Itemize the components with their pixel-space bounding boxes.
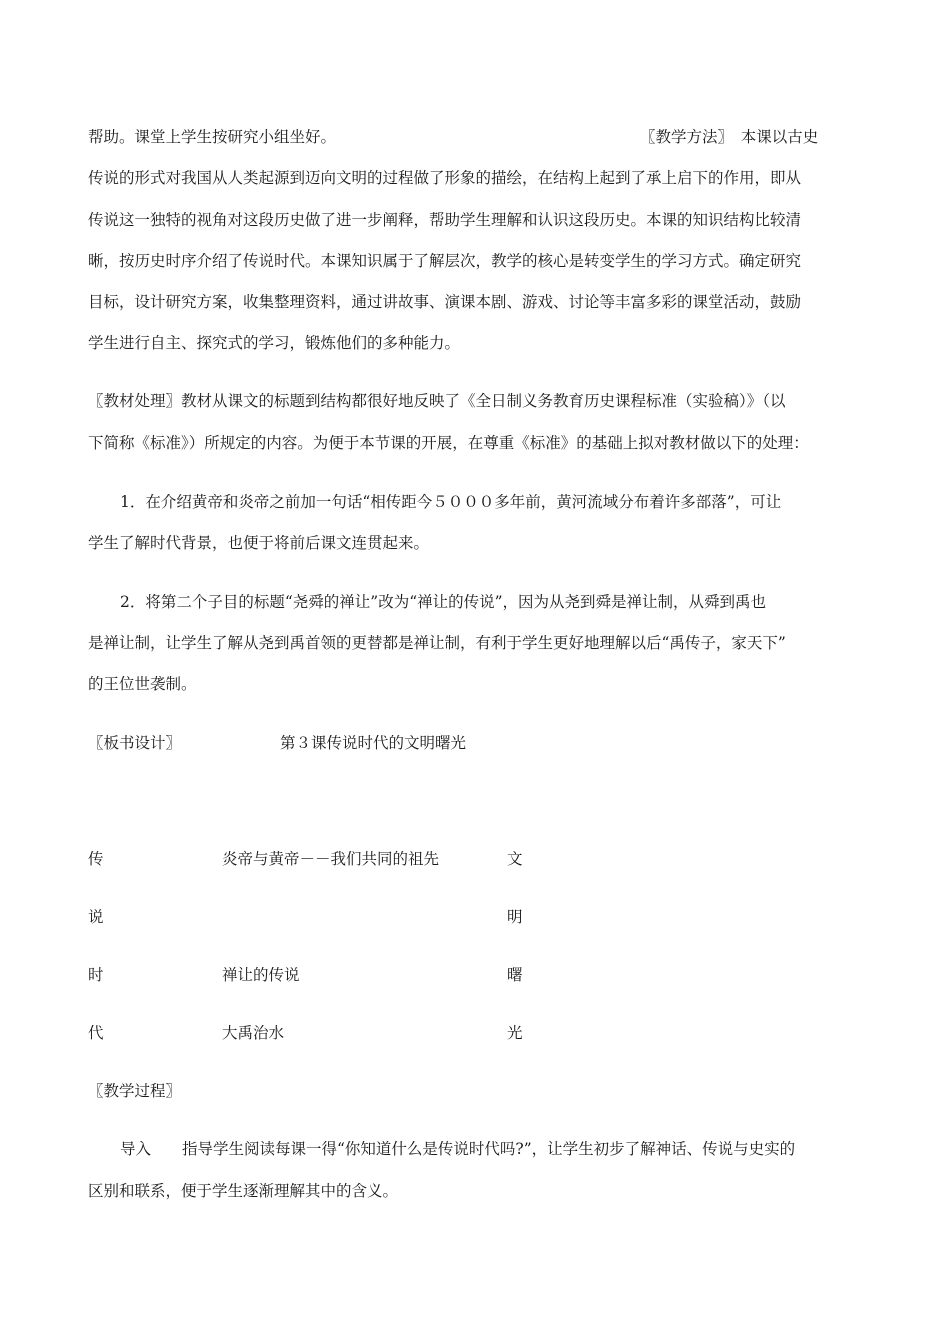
intro-line-4: 晰，按历史时序介绍了传说时代。本课知识属于了解层次，教学的核心是转变学生的学习方式。确定研究 [88, 252, 802, 270]
material-item-2-line-3: 的王位世袭制。 [88, 675, 197, 693]
intro-line-6: 学生进行自主、探究式的学习，锻炼他们的多种能力。 [88, 334, 461, 352]
intro-line-5: 目标，设计研究方案，收集整理资料，通过讲故事、演课本剧、游戏、讨论等丰富多彩的课堂活动，鼓励 [88, 293, 802, 311]
teaching-method-heading: 〖教学方法〗 本课以古史 [640, 128, 819, 146]
board-row-3-left: 时 [88, 966, 104, 984]
board-row-3-right: 曙 [507, 966, 523, 984]
material-item-2-line-1: 2．将第二个子目的标题“尧舜的禅让”改为“禅让的传说”，因为从尧到舜是禅让制，从舜到禹也 [120, 593, 767, 611]
intro-line-3: 传说这一独特的视角对这段历史做了进一步阐释，帮助学生理解和认识这段历史。本课的知识结构比较清 [88, 211, 802, 229]
board-row-2-right: 明 [507, 908, 523, 926]
material-item-1-line-2: 学生了解时代背景，也便于将前后课文连贯起来。 [88, 534, 430, 552]
board-design-label: 〖板书设计〗 [88, 734, 182, 752]
board-row-1-left: 传 [88, 850, 104, 868]
material-line-1: 〖教材处理〗教材从课文的标题到结构都很好地反映了《全日制义务教育历史课程标准（实验稿）》（以 [88, 392, 786, 410]
board-row-1-right: 文 [507, 850, 523, 868]
material-item-2-line-2: 是禅让制，让学生了解从尧到禹首领的更替都是禅让制，有利于学生更好地理解以后“禹传子，家天下” [88, 634, 786, 652]
lead-in-text-cont: 区别和联系，便于学生逐渐理解其中的含义。 [88, 1182, 399, 1200]
material-line-2: 下简称《标准》）所规定的内容。为便于本节课的开展，在尊重《标准》的基础上拟对教材做以下的处理： [88, 434, 809, 452]
intro-line-1: 帮助。课堂上学生按研究小组坐好。 [88, 128, 337, 146]
lead-in-label: 导入 [120, 1140, 152, 1158]
board-row-1-middle: 炎帝与黄帝－－我们共同的祖先 [222, 850, 440, 868]
board-row-4-middle: 大禹治水 [222, 1024, 285, 1042]
material-item-1-line-1: 1．在介绍黄帝和炎帝之前加一句话“相传距今５０００多年前，黄河流域分布着许多部落”，可让 [120, 493, 782, 511]
intro-line-2: 传说的形式对我国从人类起源到迈向文明的过程做了形象的描绘，在结构上起到了承上启下的作用，即从 [88, 169, 802, 187]
teaching-process-label: 〖教学过程〗 [88, 1082, 182, 1100]
board-row-2-left: 说 [88, 908, 104, 926]
board-row-4-right: 光 [507, 1024, 523, 1042]
board-row-4-left: 代 [88, 1024, 104, 1042]
lead-in-text: 指导学生阅读每课一得“你知道什么是传说时代吗?”，让学生初步了解神话、传说与史实的 [182, 1140, 796, 1158]
board-row-3-middle: 禅让的传说 [222, 966, 300, 984]
board-design-title: 第３课传说时代的文明曙光 [280, 734, 467, 752]
